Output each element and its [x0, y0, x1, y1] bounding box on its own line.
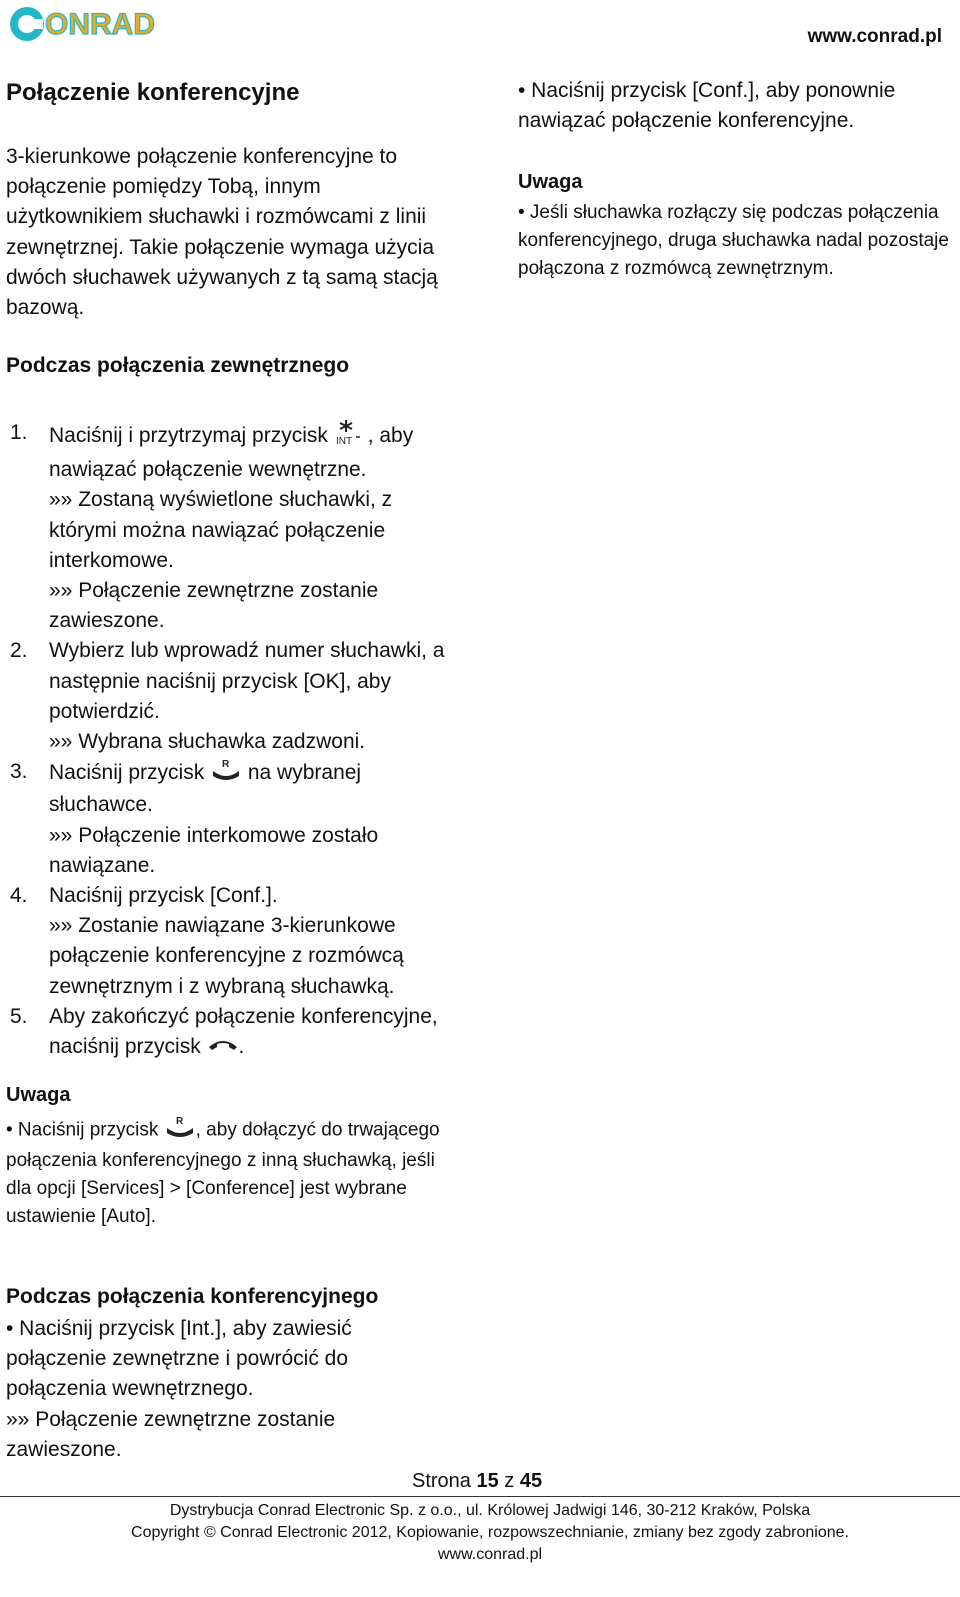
step-text: Naciśnij i przytrzymaj przycisk — [49, 424, 334, 448]
step-number: 3. — [10, 760, 28, 784]
note-text-left — [6, 1114, 456, 1231]
step-number: 4. — [10, 884, 28, 908]
conference-instructions — [6, 1314, 436, 1465]
step-text: Naciśnij przycisk [Conf.]. — [49, 884, 278, 908]
page-number — [412, 1470, 542, 1493]
step-number: 1. — [10, 421, 28, 444]
svg-text:R: R — [222, 759, 230, 771]
step-4 — [6, 881, 456, 1002]
page-mid: z — [498, 1470, 520, 1492]
svg-text:ONRAD: ONRAD — [45, 8, 155, 41]
step-2 — [6, 636, 456, 757]
section-title-conference: Podczas połączenia konferencyjnego — [6, 1285, 379, 1308]
steps-list — [6, 418, 456, 1063]
step-text-cont: . — [238, 1035, 245, 1059]
footer-url[interactable]: www.conrad.pl — [437, 1546, 543, 1563]
footer-address: Dystrybucja Conrad Electronic Sp. z o.o., ul. Królowej Jadwigi 146, 30-212 Kraków, Polska — [169, 1502, 811, 1519]
intro-paragraph: 3-kierunkowe połączenie konferencyjne to połączenie pomiędzy Tobą, innym użytkownikiem słuchawki i rozmówcami z linii zewnętrznej. Takie połączenie wymaga użycia dwóch słuchawek używanych z tą samą stacją bazową. — [6, 145, 438, 320]
end-call-icon — [207, 1032, 239, 1062]
header-url[interactable]: www.conrad.pl — [807, 26, 942, 47]
step-5 — [6, 1002, 456, 1063]
page-total: 45 — [519, 1470, 543, 1492]
step-result: »» Wybrana słuchawka zadzwoni. — [49, 730, 366, 754]
svg-text:INT: INT — [335, 436, 352, 446]
page-title: Połączenie konferencyjne — [6, 79, 300, 106]
note-title-left: Uwaga — [6, 1084, 71, 1106]
step-1 — [6, 418, 456, 636]
footer — [0, 1500, 960, 1566]
conf-resume-bullet: • Naciśnij przycisk [Conf.], aby ponownie nawiązać połączenie konferencyjne. — [518, 79, 896, 133]
conrad-logo — [5, 0, 165, 48]
step-result: »» Połączenie interkomowe zostało nawiązane. — [49, 823, 379, 877]
note-title-right: Uwaga — [518, 171, 583, 193]
page-current: 15 — [476, 1470, 499, 1492]
svg-text:R: R — [175, 1116, 183, 1127]
conf-result: »» Połączenie zewnętrzne zostanie zawieszone. — [6, 1407, 336, 1461]
page-prefix: Strona — [412, 1470, 477, 1492]
step-text: Naciśnij przycisk — [49, 761, 211, 785]
note-text-cont: , aby dołączyć do trwającego połączenia konferencyjnego z inną słuchawką, jeśli dla opcji [Services] > [Conference] jest wybrane ustawienie [Auto]. — [6, 1119, 440, 1227]
footer-copyright: Copyright © Conrad Electronic 2012, Kopiowanie, rozpowszechnianie, zmiany bez zgody zabronione. — [131, 1524, 849, 1541]
step-text-cont: , aby nawiązać połączenie wewnętrzne. — [49, 424, 414, 482]
step-3 — [6, 757, 456, 881]
section-title-external: Podczas połączenia zewnętrznego — [6, 354, 350, 377]
step-text: Aby zakończyć połączenie konferencyjne, naciśnij przycisk — [49, 1004, 438, 1059]
call-r-key-icon — [210, 757, 242, 790]
star-int-key-icon — [334, 418, 368, 455]
call-r-key-icon — [164, 1114, 196, 1147]
step-number: 5. — [10, 1004, 28, 1028]
step-result: »» Zostaną wyświetlone słuchawki, z którymi można nawiązać połączenie interkomowe. — [49, 488, 393, 572]
step-text: Wybierz lub wprowadź numer słuchawki, a następnie naciśnij przycisk [OK], aby potwierdzić. — [49, 639, 445, 723]
step-text-cont: na wybranej słuchawce. — [49, 761, 362, 817]
note-text-right: • Jeśli słuchawka rozłączy się podczas połączenia konferencyjnego, druga słuchawka nadal pozostaje połączona z rozmówcą zewnętrznym. — [518, 202, 949, 279]
footer-divider — [0, 1496, 960, 1497]
conf-bullet: • Naciśnij przycisk [Int.], aby zawiesić połączenie zewnętrzne i powrócić do połączenia wewnętrznego. — [6, 1317, 352, 1401]
step-number: 2. — [10, 639, 28, 663]
note-text: • Naciśnij przycisk — [6, 1119, 164, 1141]
step-result: »» Zostanie nawiązane 3-kierunkowe połączenie konferencyjne z rozmówcą zewnętrznym i z wybraną słuchawką. — [49, 914, 404, 998]
step-result: »» Połączenie zewnętrzne zostanie zawieszone. — [49, 579, 379, 633]
